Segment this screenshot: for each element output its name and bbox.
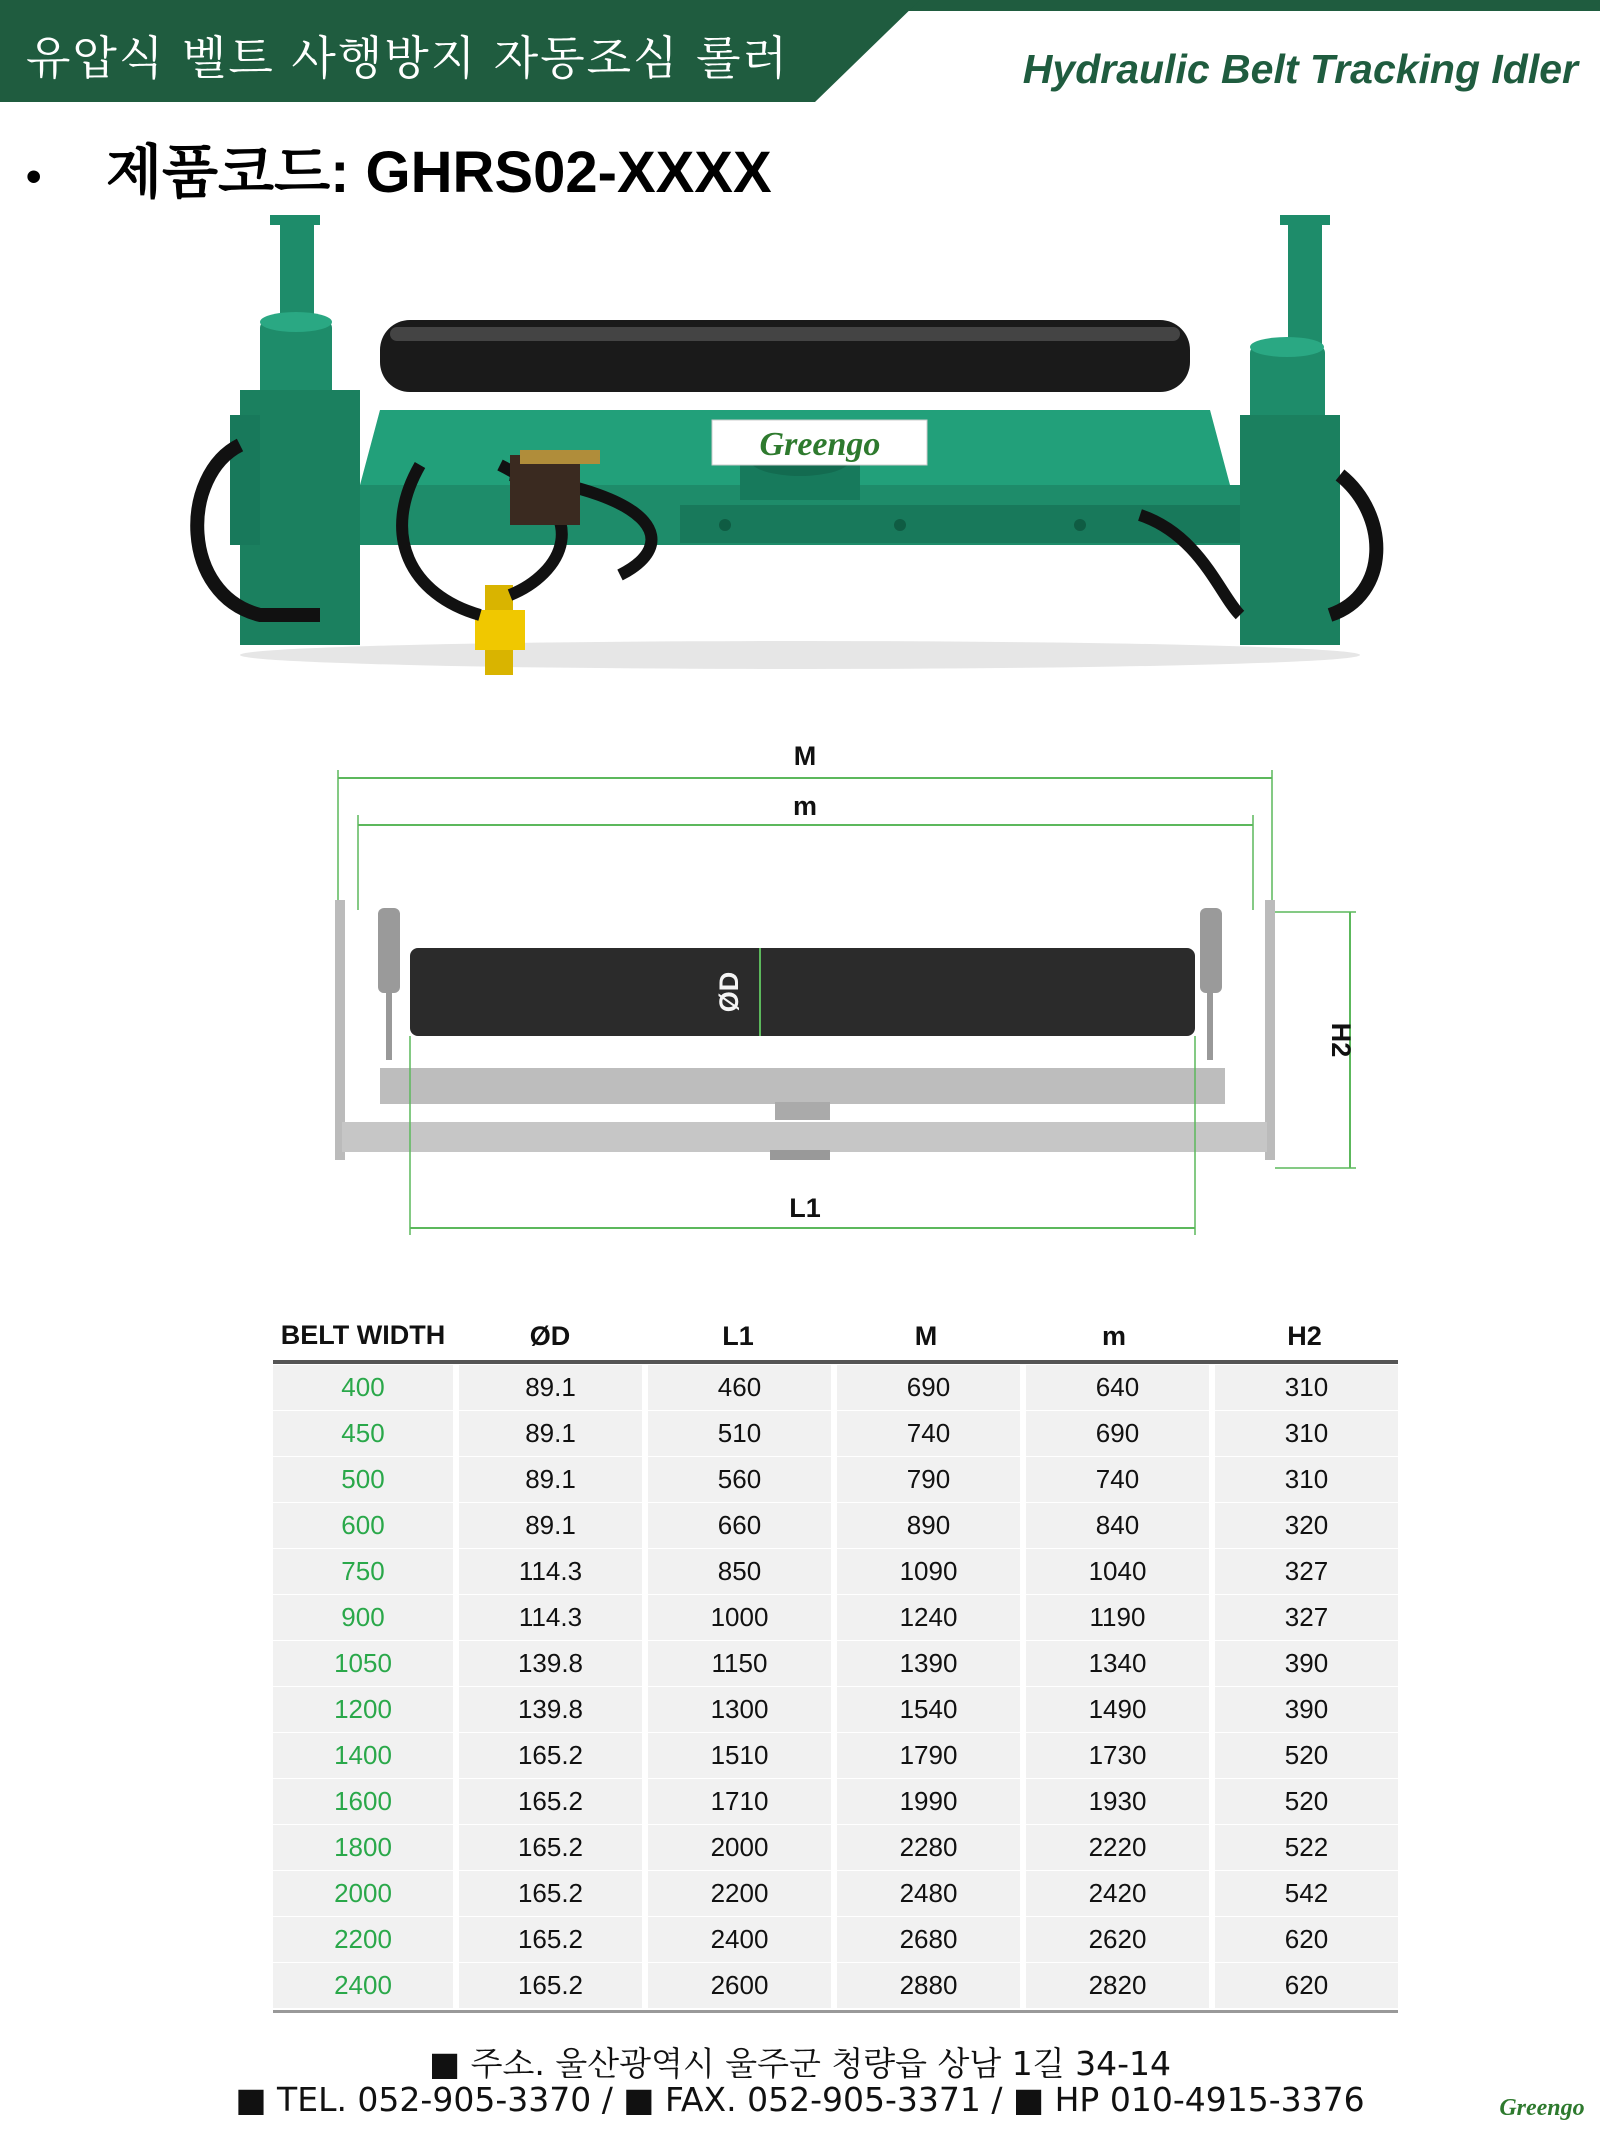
table-cell: 1040 bbox=[1026, 1549, 1209, 1594]
table-cell: 327 bbox=[1215, 1549, 1398, 1594]
table-cell: 310 bbox=[1215, 1411, 1398, 1456]
table-cell: 165.2 bbox=[459, 1779, 642, 1824]
table-cell: 89.1 bbox=[459, 1503, 642, 1548]
table-cell: 139.8 bbox=[459, 1641, 642, 1686]
table-cell: 890 bbox=[837, 1503, 1020, 1548]
table-cell: 2480 bbox=[837, 1871, 1020, 1916]
spec-table bbox=[273, 1275, 1398, 2013]
table-cell: 640 bbox=[1026, 1365, 1209, 1410]
table-cell: 1090 bbox=[837, 1549, 1020, 1594]
footer-logo-text: Greengo bbox=[1499, 2095, 1585, 2121]
table-cell: 2220 bbox=[1026, 1825, 1209, 1870]
table-cell: 1540 bbox=[837, 1687, 1020, 1732]
label-H2: H2 bbox=[1326, 1022, 1356, 1058]
table-row bbox=[273, 1733, 1398, 1778]
table-cell: 165.2 bbox=[459, 1825, 642, 1870]
th-belt-width: BELT WIDTH bbox=[280, 1320, 446, 1350]
footer-address: ■ 주소. 울산광역시 울주군 청량읍 상남 1길 34-14 bbox=[428, 2044, 1172, 2083]
table-cell: 2880 bbox=[837, 1963, 1020, 2008]
product-photo bbox=[180, 215, 1420, 675]
table-cell: 510 bbox=[648, 1411, 831, 1456]
cell-belt-width: 1200 bbox=[273, 1687, 453, 1732]
th-diameter: ØD bbox=[529, 1321, 571, 1351]
table-cell: 1390 bbox=[837, 1641, 1020, 1686]
table-row bbox=[273, 1365, 1398, 1410]
table-cell: 165.2 bbox=[459, 1733, 642, 1778]
table-cell: 1790 bbox=[837, 1733, 1020, 1778]
table-cell: 1730 bbox=[1026, 1733, 1209, 1778]
label-M: M bbox=[793, 741, 817, 771]
table-cell: 165.2 bbox=[459, 1871, 642, 1916]
table-cell: 740 bbox=[1026, 1457, 1209, 1502]
table-row bbox=[273, 1549, 1398, 1594]
cell-belt-width: 750 bbox=[273, 1549, 453, 1594]
table-cell: 1000 bbox=[648, 1595, 831, 1640]
table-body bbox=[273, 1365, 1398, 2008]
table-cell: 1240 bbox=[837, 1595, 1020, 1640]
table-cell: 89.1 bbox=[459, 1365, 642, 1410]
table-row bbox=[273, 1871, 1398, 1916]
table-cell: 2200 bbox=[648, 1871, 831, 1916]
table-cell: 1300 bbox=[648, 1687, 831, 1732]
table-cell: 114.3 bbox=[459, 1595, 642, 1640]
label-L1: L1 bbox=[789, 1193, 821, 1223]
table-cell: 320 bbox=[1215, 1503, 1398, 1548]
table-cell: 1190 bbox=[1026, 1595, 1209, 1640]
table-cell: 2280 bbox=[837, 1825, 1020, 1870]
table-cell: 89.1 bbox=[459, 1411, 642, 1456]
table-row bbox=[273, 1917, 1398, 1962]
table-cell: 327 bbox=[1215, 1595, 1398, 1640]
table-cell: 1990 bbox=[837, 1779, 1020, 1824]
table-cell: 2420 bbox=[1026, 1871, 1209, 1916]
table-cell: 310 bbox=[1215, 1365, 1398, 1410]
table-cell: 690 bbox=[1026, 1411, 1209, 1456]
cell-belt-width: 2000 bbox=[273, 1871, 453, 1916]
cell-belt-width: 2200 bbox=[273, 1917, 453, 1962]
product-code bbox=[26, 125, 772, 209]
footer-contacts: ■ TEL. 052-905-3370 / ■ FAX. 052-905-3371 / ■ HP 010-4915-3376 bbox=[235, 2080, 1365, 2119]
cell-belt-width: 2400 bbox=[273, 1963, 453, 2008]
table-cell: 522 bbox=[1215, 1825, 1398, 1870]
table-cell: 390 bbox=[1215, 1687, 1398, 1732]
table-cell: 89.1 bbox=[459, 1457, 642, 1502]
cell-belt-width: 900 bbox=[273, 1595, 453, 1640]
table-cell: 1490 bbox=[1026, 1687, 1209, 1732]
cell-belt-width: 1400 bbox=[273, 1733, 453, 1778]
th-M: M bbox=[914, 1321, 938, 1351]
header-title-en: Hydraulic Belt Tracking Idler bbox=[1022, 46, 1578, 92]
table-cell: 310 bbox=[1215, 1457, 1398, 1502]
table-cell: 660 bbox=[648, 1503, 831, 1548]
table-cell: 850 bbox=[648, 1549, 831, 1594]
cell-belt-width: 1050 bbox=[273, 1641, 453, 1686]
cell-belt-width: 1800 bbox=[273, 1825, 453, 1870]
table-row bbox=[273, 1641, 1398, 1686]
table-cell: 1930 bbox=[1026, 1779, 1209, 1824]
table-cell: 139.8 bbox=[459, 1687, 642, 1732]
table-cell: 1510 bbox=[648, 1733, 831, 1778]
header-title-ko: 유압식 벨트 사행방지 자동조심 롤러 bbox=[26, 31, 790, 85]
table-cell: 560 bbox=[648, 1457, 831, 1502]
th-m: m bbox=[1101, 1321, 1126, 1351]
table-cell: 165.2 bbox=[459, 1963, 642, 2008]
th-l1: L1 bbox=[722, 1321, 754, 1351]
table-cell: 114.3 bbox=[459, 1549, 642, 1594]
product-code-text: 제품코드: GHRS02-XXXX bbox=[106, 140, 772, 205]
table-cell: 740 bbox=[837, 1411, 1020, 1456]
table-cell: 2000 bbox=[648, 1825, 831, 1870]
table-cell: 620 bbox=[1215, 1917, 1398, 1962]
table-cell: 2680 bbox=[837, 1917, 1020, 1962]
table-cell: 2620 bbox=[1026, 1917, 1209, 1962]
table-cell: 2400 bbox=[648, 1917, 831, 1962]
table-header bbox=[273, 1275, 1398, 1364]
table-cell: 690 bbox=[837, 1365, 1020, 1410]
cell-belt-width: 400 bbox=[273, 1365, 453, 1410]
table-cell: 520 bbox=[1215, 1733, 1398, 1778]
table-cell: 542 bbox=[1215, 1871, 1398, 1916]
table-cell: 620 bbox=[1215, 1963, 1398, 2008]
table-cell: 1150 bbox=[648, 1641, 831, 1686]
bullet-icon: • bbox=[26, 151, 42, 201]
table-cell: 390 bbox=[1215, 1641, 1398, 1686]
table-cell: 460 bbox=[648, 1365, 831, 1410]
table-cell: 840 bbox=[1026, 1503, 1209, 1548]
table-row bbox=[273, 1503, 1398, 1548]
table-cell: 520 bbox=[1215, 1779, 1398, 1824]
th-h2: H2 bbox=[1287, 1321, 1322, 1351]
cell-belt-width: 1600 bbox=[273, 1779, 453, 1824]
greengo-footer-logo bbox=[1492, 2085, 1592, 2125]
table-cell: 165.2 bbox=[459, 1917, 642, 1962]
table-row bbox=[273, 1963, 1398, 2008]
cell-belt-width: 450 bbox=[273, 1411, 453, 1456]
cell-belt-width: 600 bbox=[273, 1503, 453, 1548]
greengo-logo-text: Greengo bbox=[759, 426, 881, 463]
table-row bbox=[273, 1595, 1398, 1640]
label-D: ØD bbox=[714, 971, 744, 1013]
table-row bbox=[273, 1779, 1398, 1824]
cell-belt-width: 500 bbox=[273, 1457, 453, 1502]
table-bottom-rule bbox=[273, 2010, 1398, 2013]
table-cell: 2820 bbox=[1026, 1963, 1209, 2008]
table-row bbox=[273, 1825, 1398, 1870]
table-cell: 1710 bbox=[648, 1779, 831, 1824]
table-cell: 790 bbox=[837, 1457, 1020, 1502]
table-row bbox=[273, 1687, 1398, 1732]
label-m: m bbox=[792, 791, 818, 821]
table-cell: 1340 bbox=[1026, 1641, 1209, 1686]
table-row bbox=[273, 1457, 1398, 1502]
table-cell: 2600 bbox=[648, 1963, 831, 2008]
table-row bbox=[273, 1411, 1398, 1456]
dimension-drawing bbox=[300, 730, 1380, 1240]
